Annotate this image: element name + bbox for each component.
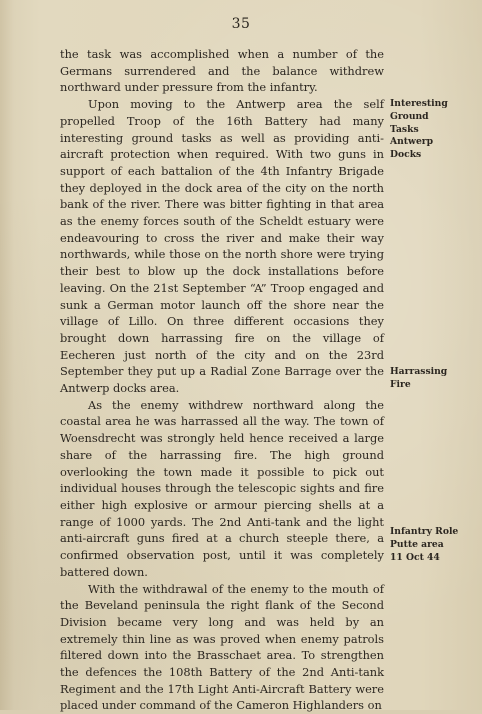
paragraph-2: Upon moving to the Antwerp area the self propelled Troop of the 16th Battery had many interesting ground tasks as well as providing anti-aircraft protection when required. With two guns in support of each battalion of the 4th Infantry Brigade they deployed in the dock area of the city on the north bank of the river. There was bitter fighting in that area as the enemy forces south of the Scheldt estuary were endeavouring to cross the river and make their way northwards, while those on the north shore were trying their best to blow up the dock installations before leaving. On the 21st September “A” Troop engaged and sunk a German motor launch off the shore near the village of Lillo. On three different occasions they brought down harrassing fire on the village of Eecheren just north of the city and on the 23rd September they put up a Radial Zone Barrage over the Antwerp docks area. — [60, 96, 384, 397]
paragraph-3: As the enemy withdrew northward along the coastal area he was harrassed all the way. The town of Woensdrecht was strongly held hence received a large share of the harrassing fire. The high ground overlooking the town made it possible to pick out individual houses through the telescopic sights and fire either high explosive or armour piercing shells at a range of 1000 yards. The 2nd Anti-tank and the light anti-aircraft guns fired at a church steeple there, a confirmed observation post, until it was completely battered down. — [60, 397, 384, 581]
margin-note-interesting-ground-tasks — [390, 98, 476, 162]
margin-note-line: Interesting — [390, 98, 476, 111]
margin-note-infantry-role — [390, 526, 476, 564]
margin-note-line: Docks — [390, 149, 476, 162]
body-text — [60, 46, 384, 714]
margin-note-line: Fire — [390, 379, 476, 392]
margin-note-line: Antwerp — [390, 136, 476, 149]
margin-note-line: Infantry Role — [390, 526, 476, 539]
margin-note-line: Harrassing — [390, 366, 476, 379]
paragraph-1: the task was accomplished when a number of the Germans surrendered and the balance withdrew northward under pressure from the infantry. — [60, 46, 384, 96]
margin-note-harrassing-fire — [390, 366, 476, 392]
margin-note-line: 11 Oct 44 — [390, 552, 476, 565]
page-number: 35 — [0, 16, 482, 32]
paragraph-4: With the withdrawal of the enemy to the mouth of the Beveland peninsula the right flank of the Second Division became very long and was held by an extremely thin line as was proved when enemy patrols filtered down into the Brasschaet area. To strengthen the defences the 108th Battery of the 2nd Anti-tank Regiment and the 17th Light Anti-Aircraft Battery were placed under command of the Cameron Highlanders on — [60, 581, 384, 714]
margin-note-line: Tasks — [390, 124, 476, 137]
margin-note-line: Ground — [390, 111, 476, 124]
margin-note-line: Putte area — [390, 539, 476, 552]
